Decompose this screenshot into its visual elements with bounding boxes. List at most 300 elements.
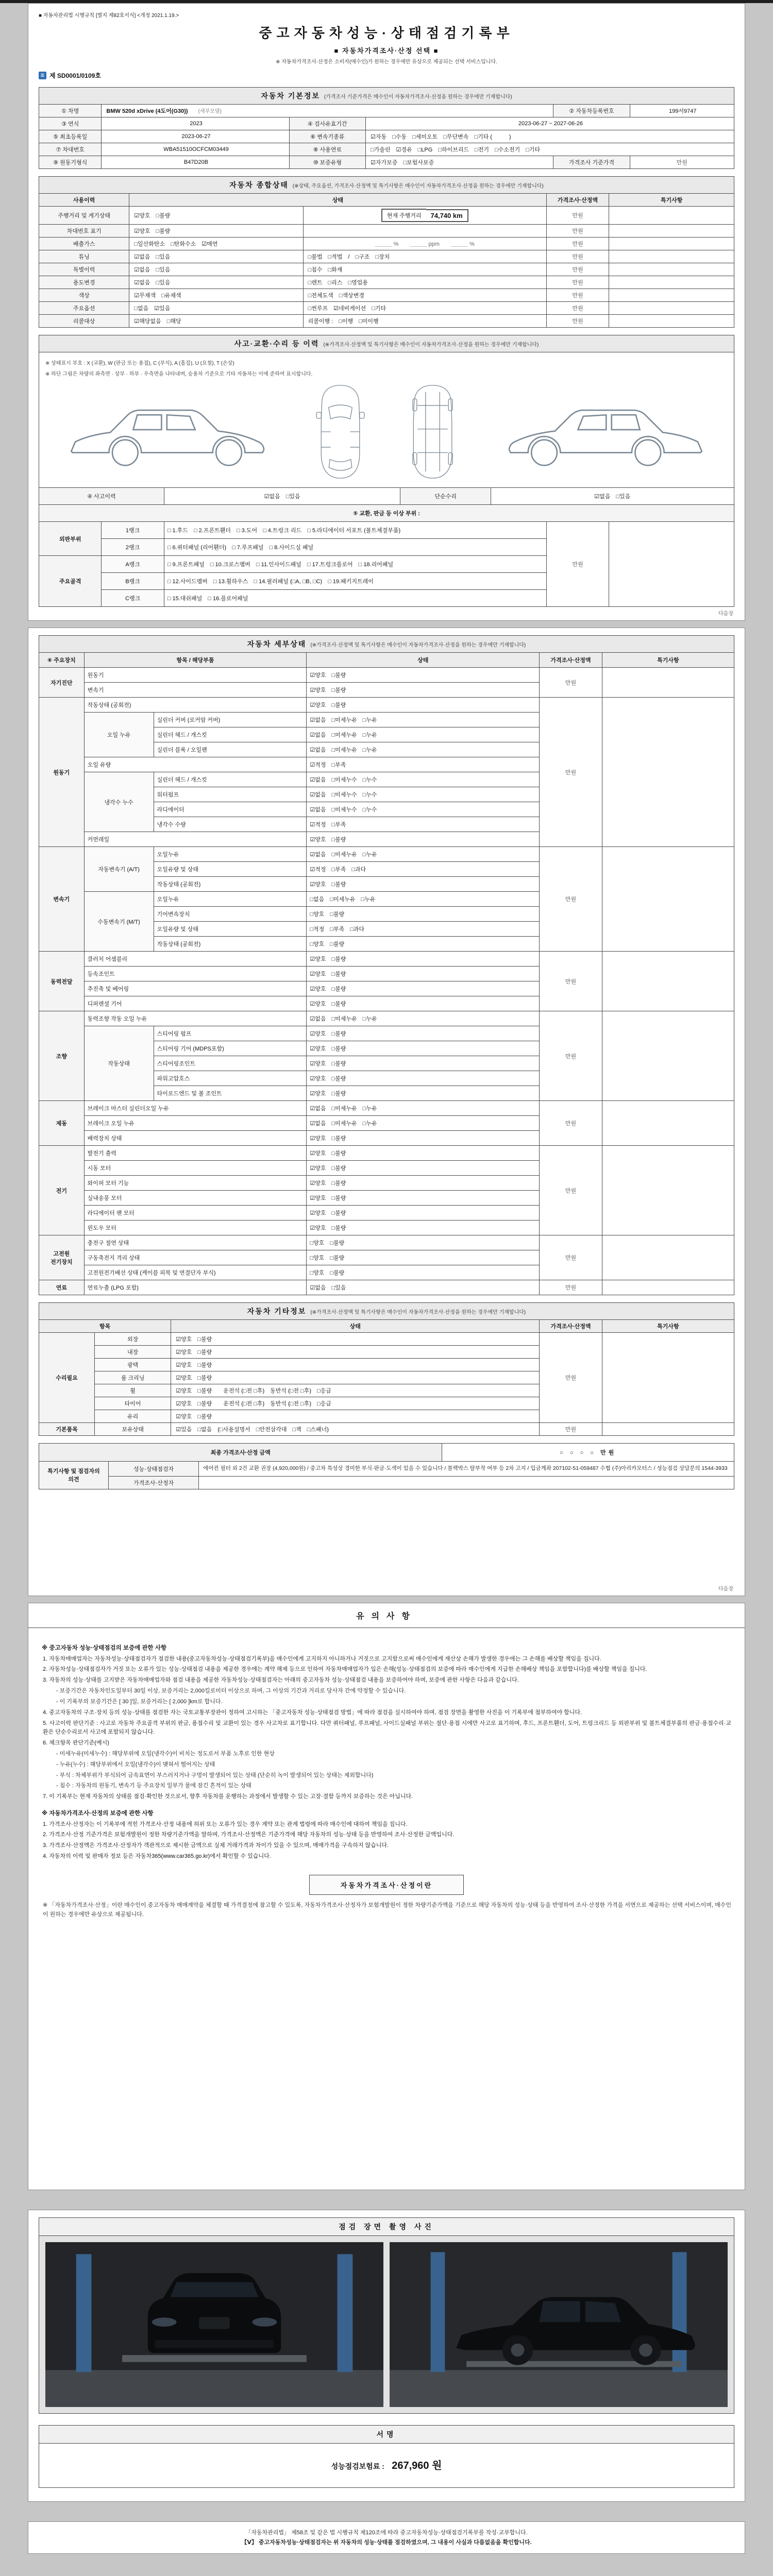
table-cell: 만원 [540,698,602,847]
table-cell: 가격조사·산정액 [540,653,602,668]
table-cell[interactable]: ☑적정 □부족 [307,757,540,772]
table-cell [609,238,734,250]
current-mileage [303,207,546,225]
submodel-label: (세부모델) [188,109,222,114]
table-cell: 특기사항 [609,194,734,207]
table-cell: 실린더 헤드 / 개스킷 [154,727,307,742]
usage-change-options[interactable]: ☑없음 □있음 [129,276,303,289]
color-options[interactable]: ☑무채색 □유채색 [129,289,303,302]
basic-info-table [39,104,734,169]
section-title-accident [39,335,734,352]
section-title-detail [39,635,734,653]
table-cell [609,250,734,263]
table-cell: 가격조사·산정액 [546,194,609,207]
table-cell: 고전원전기배선 상태 (케이블 피복 및 연결단자 부식) [84,1265,307,1280]
table-cell: 제동 [39,1101,85,1146]
section-note-overall: (※상태, 주요옵션, 가격조사·산정액 및 특기사항은 매수인이 자동차가격조사·산정을 원하는 경우에만 기재합니다) [292,183,544,189]
table-cell[interactable]: ☑양호 □불량 [307,1176,540,1191]
notice-line: - 부식 : 차체부위가 부식되어 금속표면이 부스러지거나 구멍이 발생되어 있는 상태 (단순히 녹이 발생되어 있는 상태는 제외합니다) [56,1772,374,1778]
table-cell[interactable]: ☑양호 □불량 [307,1161,540,1176]
table-cell: 오일유량 및 상태 [154,862,307,877]
table-cell: 오일유량 및 상태 [154,922,307,937]
field-label-fuel: ⑧ 사용연료 [289,143,365,156]
table-cell: 브레이크 마스터 실린더오일 누유 [84,1101,307,1116]
table-cell: 조향 [39,1011,85,1101]
definition-box-wrap [42,1875,731,1895]
simple-repair-label: 단순수리 [400,488,491,505]
table-cell: 변속기 [39,847,85,952]
table-cell [609,207,734,225]
table-cell[interactable]: ☑양호 □불량 [307,1146,540,1161]
vin: WBA51510OCFCM03449 [102,143,289,156]
table-cell: 만원 [546,289,609,302]
table-cell[interactable]: ☑양호 □불량 [307,1086,540,1101]
table-cell [602,668,734,698]
sheet-detail-condition [28,628,745,1596]
table-cell: 작동상태 (공회전) [154,937,307,952]
accident-history-label: ④ 사고이력 [39,488,164,505]
table-cell[interactable]: ☑양호 □불량 [307,832,540,847]
table-cell: 상태 [171,1320,540,1333]
fuel-options[interactable]: □가솔린 ☑경유 □LPG □하이브리드 □전기 □수소전기 □기타 [366,143,734,156]
table-cell: C랭크 [102,590,164,607]
document-number: 제 SD0001/0109호 [49,72,101,79]
table-row [39,1423,734,1436]
table-cell[interactable]: □양호 □불량 [307,1235,540,1250]
field-label-base-price: 가격조사 기준가격 [553,156,630,169]
table-cell[interactable]: ☑양호 □불량 [307,1206,540,1221]
table-cell: 타이어 [94,1397,171,1410]
notice-line: 2. 가격조사·산정 기준가격은 보험개발원이 정한 차량기준가액을 말하며, 가격조사·산정액은 기준가격에 해당 자동차의 성능·상태 등을 반영하여 조사·산정한 금액입니다. [43,1832,455,1838]
table-cell[interactable]: ☑양호 □불량 [307,1071,540,1086]
table-cell[interactable]: ☑없음 □미세누유 □누유 [307,742,540,757]
accident-history-options[interactable]: ☑없음 □있음 [164,488,400,505]
car-diagram-left-side [62,381,277,482]
price-survey-definition-text: ※ 「자동차가격조사·산정」이란 매수인이 중고자동차 매매계약을 체결할 때 가격결정에 참고할 수 있도록, 자동차가격조사·산정자가 보험개발원이 정한 차량기준가액을 기준으로 해당 자동차의 성능·상태 등을 반영하여 조사·산정한 가격을 서면으로 제공하는 선택 서비스이며, 매수인이 원하는 경우에만 유상으로 제공됩니다. [43,1902,731,1918]
table-cell: 만원 [546,522,609,607]
table-row [39,488,734,505]
table-cell: 기본품목 [39,1423,95,1436]
frame-rankA-options[interactable]: □ 9.프론트패널 □ 10.크로스멤버 □ 11.인사이드패널 □ 17.트렁크플로어 □ 18.리어패널 [164,556,546,573]
table-cell[interactable]: ☑없음 □미세누수 □누수 [307,772,540,787]
section-note-basic: (가격조사 기준가격은 매수인이 자동차가격조사·산정을 원하는 경우에만 기재합니다) [324,94,512,100]
table-cell: 룸 크리닝 [94,1371,171,1384]
table-cell: 오일 누유 [84,713,154,757]
table-cell[interactable]: ☑없음 □미세누유 □누유 [307,1011,540,1026]
notice-line: 1. 가격조사·산정자는 이 기록부에 적힌 가격조사·산정 내용에 허위 또는 오류가 있는 경우 계약 또는 관계 법령에 따라 매수인에 대하여 책임을 집니다. [43,1821,408,1827]
sheet-notices [28,1603,745,2190]
table-cell: 만원 [546,238,609,250]
table-cell[interactable]: ☑없음 □있음 [307,1280,540,1295]
table-cell[interactable]: ☑양호 □불량 [307,996,540,1011]
notice-line: 1. 자동차매매업자는 자동차성능·상태점검자가 점검한 내용(중고자동차성능·상태점검기록부)을 매수인에게 고지하지 아니하거나 거짓으로 고지함으로써 매수인에게 재산상 손해가 발생한 경우에는 그 손해를 배상할 책임을 집니다. [43,1655,601,1662]
table-cell: 실린더 블록 / 오일팬 [154,742,307,757]
table-cell[interactable]: ☑양호 □불량 [307,877,540,892]
notice-line: 7. 이 기록부는 현재 자동차의 상태를 점검·확인한 것으로서, 향후 자동차를 운행하는 과정에서 발생할 수 있는 고장·결함 등까지 보증하는 것은 아닙니다. [43,1793,413,1800]
notice-block-appraisal [42,1809,731,1861]
table-cell [609,522,734,607]
table-cell[interactable]: ☑양호 □불량 [307,1131,540,1146]
table-cell: 만원 [540,952,602,1011]
section-title-overall-text: 자동차 종합상태 [229,181,289,189]
table-row [39,263,734,276]
field-label-vin: ⑦ 차대번호 [39,143,102,156]
table-row [39,1280,734,1295]
notice-line: 2. 자동차성능·상태점검자가 거짓 또는 오류가 있는 성능·상태점검 내용을 제공한 경우에는 계약 해제 등으로 인하여 자동차매매업자가 입은 손해(성능·상태점검의 보증에 따라 매수인에게 지급한 손해배상 책임을 포함합니다)를 배상할 책임을 집니다. [43,1666,647,1673]
document-icon: ≣ [39,72,46,79]
table-row [39,1101,734,1116]
table-cell: 동력전달 [39,952,85,1011]
table-cell[interactable]: ☑양호 □불량 [307,981,540,996]
table-cell: 2랭크 [102,539,164,556]
table-cell: 커먼레일 [84,832,307,847]
table-cell: 만원 [540,1280,602,1295]
table-cell: 수동변속기 (M/T) [84,892,154,952]
table-row [39,289,734,302]
table-cell[interactable]: ☑없음 □미세누수 □누수 [307,787,540,802]
first-registration-date: 2023-06-27 [102,130,289,143]
table-cell[interactable]: ☑적정 □부족 □과다 [307,862,540,877]
table-row [39,238,734,250]
table-cell [602,1423,734,1436]
table-cell[interactable]: ☑없음 □미세누유 □누유 [307,713,540,727]
table-cell: 만원 [546,302,609,315]
table-row [39,522,734,539]
emission-values: ＿＿＿ % ＿＿＿ ppm ＿＿＿ % [303,238,546,250]
table-cell: 주행거리 및 계기상태 [39,207,129,225]
table-cell: 디퍼렌셜 기어 [84,996,307,1011]
table-row [39,668,734,683]
table-row [39,194,734,207]
inspection-period: 2023-06-27 ~ 2027-06-26 [366,117,734,130]
table-cell[interactable]: □양호 □불량 [307,937,540,952]
table-cell [602,1101,734,1146]
recall-done-options[interactable]: 리콜이행 : □이행 □미이행 [303,315,546,328]
table-row [39,1320,734,1333]
panel-rank2-options[interactable]: □ 6.쿼터패널 (리어휀더) □ 7.루프패널 □ 8.사이드실 패널 [164,539,546,556]
final-price-table [39,1443,734,1462]
table-row [39,1235,734,1250]
frame-rankC-options[interactable]: □ 15.대쉬패널 □ 16.플로어패널 [164,590,546,607]
table-cell: 보유상태 [94,1423,171,1436]
table-cell: 작동상태 (공회전) [84,698,307,713]
notices-body [28,1628,745,1934]
table-cell: 구동축전지 격리 상태 [84,1250,307,1265]
table-cell[interactable]: ☑양호 □불량 [307,1191,540,1206]
table-row [39,952,734,967]
table-cell: 용도변경 [39,276,129,289]
table-row [39,1444,734,1462]
main-options-presence[interactable]: □없음 ☑있음 [129,302,303,315]
room-cleaning-options[interactable]: ☑양호 □불량 [171,1371,540,1384]
table-cell [609,302,734,315]
table-cell: 윈도우 모터 [84,1221,307,1235]
table-cell: 스티어링 펌프 [154,1026,307,1041]
table-cell: B랭크 [102,573,164,590]
base-price-value: 만원 [630,156,734,169]
table-cell[interactable]: ☑양호 □불량 [307,683,540,698]
table-cell: 만원 [540,1011,602,1101]
glass-options[interactable]: ☑양호 □불량 [171,1410,540,1423]
emission-options[interactable]: □일산화탄소 □탄화수소 ☑매연 [129,238,303,250]
table-cell: 만원 [546,315,609,328]
table-cell: 만원 [540,668,602,698]
table-cell[interactable]: ☑없음 □미세누유 □누유 [307,1116,540,1131]
table-cell: 주요골격 [39,556,102,607]
notice-line: 6. 체크항목 판단기준(예시) [43,1740,109,1747]
table-cell [609,276,734,289]
section-note-detail: (※가격조사·산정액 및 특기사항은 매수인이 자동차가격조사·산정을 원하는 경우에만 기재합니다) [310,642,526,648]
table-cell: 만원 [546,263,609,276]
table-cell: 만원 [540,1146,602,1235]
table-cell: 오일누유 [154,892,307,907]
usage-change-detail-options[interactable]: □렌트 □리스 □영업용 [303,276,546,289]
table-cell: 냉각수 수량 [154,817,307,832]
table-cell: 항목 / 해당부품 [84,653,307,668]
table-cell: 변속기 [84,683,307,698]
special-history-detail-options[interactable]: □침수 □화재 [303,263,546,276]
interior-options[interactable]: ☑양호 □불량 [171,1346,540,1359]
inspection-photo-side [390,2242,728,2407]
table-cell: 원동기 [39,698,85,847]
exterior-options[interactable]: ☑양호 □불량 [171,1333,540,1346]
tuning-options[interactable]: ☑없음 □있음 [129,250,303,263]
odometer-status-options[interactable]: ☑양호 □불량 [129,207,303,225]
notice-line: - 이 기록부의 보증기간은 [ 30 ]일, 보증거리는 [ 2,000 ]km로 합니다. [56,1698,223,1705]
table-cell: 휠 [94,1384,171,1397]
table-cell [602,1333,734,1423]
tire-options[interactable]: ☑양호 □불량 운전석 (□전 □후) 동반석 (□전 □후) □응급 [171,1397,540,1410]
table-cell: 오일 유량 [84,757,307,772]
table-cell[interactable]: ☑없음 □미세누유 □누유 [307,847,540,862]
table-cell: 원동기 [84,668,307,683]
table-cell: 색상 [39,289,129,302]
table-cell: 시동 모터 [84,1161,307,1176]
subtitle-note: ※ 자동차가격조사·산정은 소비자(매수인)가 원하는 경우에만 유상으로 제공되는 선택 서비스입니다. [276,59,497,65]
table-cell: 주요옵션 [39,302,129,315]
table-cell[interactable]: □없음 □미세누유 □누유 [307,892,540,907]
table-cell: 라디에이터 [154,802,307,817]
table-cell [609,315,734,328]
table-row [39,207,734,225]
polish-options[interactable]: ☑양호 □불량 [171,1359,540,1371]
inspector-remarks: 에어컨 필터 외 2건 교환 권장 (4,920,000원) / 중고차 특성상 경미한 부식·판금·도색이 있을 수 있습니다 / 블랙박스 탈부착 여부 등 2차 고지 / 입금계좌 207102-51-059487 수협 (주)아리카모터스 / 성능점검 상담문의 1544-3933 [199,1462,734,1477]
document-number-row [39,71,734,80]
diagram-legend-1: ※ 상태표시 부호 : X (교환), W (판금 또는 용접), C (부식), A (흠집), U (요철), T (손상) [45,361,234,366]
table-cell: 실내송풍 모터 [84,1191,307,1206]
table-cell: 사용이력 [39,194,129,207]
plate-number: 199서9747 [630,105,734,117]
table-cell[interactable]: ☑없음 □미세누유 □누유 [307,727,540,742]
simple-repair-options[interactable]: ☑없음 □있음 [491,488,734,505]
table-row [39,143,734,156]
inspection-photo-box [39,2217,734,2414]
table-cell: 광택 [94,1359,171,1371]
table-row [39,1333,734,1346]
remarks-group-label: 특기사항 및 점검자의 의견 [39,1462,109,1489]
table-cell: 자동변속기 (A/T) [84,847,154,892]
table-cell[interactable]: ☑양호 □불량 [307,1056,540,1071]
table-cell[interactable]: □양호 □불량 [307,1265,540,1280]
table-cell: 전기 [39,1146,85,1235]
remarks-table [39,1461,734,1489]
next-page-label-2: 다음장 [718,1586,733,1592]
table-cell: 만원 [540,847,602,952]
table-cell [602,1235,734,1280]
section-title-basic-text: 자동차 기본정보 [261,92,320,100]
warranty-options[interactable]: ☑자가보증 □보험사보증 [366,156,553,169]
table-row [39,847,734,862]
notice-line: - 침수 : 자동차의 원동기, 변속기 등 주요장치 일부가 물에 잠긴 흔적이 있는 상태 [56,1783,251,1789]
vin-marking-options[interactable]: ☑양호 □불량 [129,225,303,238]
table-cell: 튜닝 [39,250,129,263]
footer-strip [28,2521,745,2554]
table-cell: 만원 [540,1333,602,1423]
exchange-repair-table [39,504,734,607]
tuning-detail-options[interactable]: □불법 □적법 / □구조 □장치 [303,250,546,263]
table-cell: 유리 [94,1410,171,1423]
table-row [39,225,734,238]
car-diagram-right-side [496,381,711,482]
table-cell[interactable]: ☑양호 □불량 [307,967,540,981]
color-detail-options[interactable]: □전체도색 □색상변경 [303,289,546,302]
recall-target-options[interactable]: ☑해당없음 □해당 [129,315,303,328]
accident-diagram-area [39,352,734,488]
panel-rank1-options[interactable]: □ 1.후드 □ 2.프론트휀더 □ 3.도어 □ 4.트렁크 리드 □ 5.라디에이터 서포트 (볼트체결부품) [164,522,546,539]
diagram-legend-2: ※ 하단 그림은 차량의 좌측면 · 상부 · 하부 · 우측면을 나타내며, 승용차 기준으로 기타 자동차는 이에 준하여 표시합니다. [45,371,313,377]
table-cell: 실린더 커버 (로커암 커버) [154,713,307,727]
table-cell: 내장 [94,1346,171,1359]
table-cell: 만원 [546,250,609,263]
table-cell: 항목 [39,1320,171,1333]
table-row [39,505,734,522]
final-price-value: ○ ○ ○ ○ 만원 [442,1444,734,1462]
table-cell: 충전구 절연 상태 [84,1235,307,1250]
table-cell[interactable]: ☑양호 □불량 [307,668,540,683]
notice-line: - 누유(누수) : 해당부위에서 오일(냉각수)이 맺혀서 떨어지는 상태 [56,1761,215,1768]
transmission-options[interactable]: ☑자동 □수동 □세미오토 □무단변속 □기타 ( ) [366,130,734,143]
field-label-inspection-period: ④ 검사유효기간 [289,117,365,130]
table-cell: 연료누출 (LPG 포함) [84,1280,307,1295]
table-cell: 와이퍼 모터 기능 [84,1176,307,1191]
table-cell: 배력장치 상태 [84,1131,307,1146]
table-row [39,1011,734,1026]
notice-line: 5. 사고이력 판단기준 : 사고로 자동차 주요골격 부위의 판금, 용접수리 및 교환이 있는 경우 사고차로 표기합니다. 다만 쿼터패널, 루프패널, 사이드실패널 부위는 절단·용접 시에만 사고로 표기하며, 후드, 프론트휀더, 도어, 트렁크리드 등 외판부위 및 볼트체결부품의 판금·용접수리·교환은 단순수리로서 사고에 포함되지 않습니다. [43,1720,731,1736]
table-cell[interactable]: □적정 □부족 □과다 [307,922,540,937]
notice-line: 3. 자동차의 성능·상태를 고지받은 자동차매매업자와 점검 내용을 제공한 자동차성능·상태점검자는 아래의 중고자동차 성능·상태점검 내용을 보증하여야 하며, 보증에 관한 사항은 다음과 같습니다. [43,1677,519,1684]
table-cell[interactable]: ☑양호 □불량 [307,1041,540,1056]
field-label-vehicle-name: ① 차명 [39,105,102,117]
signature-body [39,2444,734,2487]
table-cell[interactable]: □양호 □불량 [307,907,540,922]
photo-section-title: 점검 장면 촬영 사진 [39,2218,734,2236]
frame-rankB-options[interactable]: □ 12.사이드멤버 □ 13.휠하우스 □ 14.필러패널 (□A, □B, □C) □ 19.패키지트레이 [164,573,546,590]
wheel-options[interactable]: ☑양호 □불량 운전석 (□전 □후) 동반석 (□전 □후) □응급 [171,1384,540,1397]
section-title-basic [39,87,734,105]
table-cell: 배출가스 [39,238,129,250]
table-cell [602,1146,734,1235]
overall-condition-table [39,193,734,328]
notices-title: 유의사항 [28,1603,745,1628]
table-cell: 자기진단 [39,668,85,698]
appraiser-remarks [199,1476,734,1489]
table-cell: 만원 [546,225,609,238]
table-cell: 오일누유 [154,847,307,862]
table-cell: 파워고압호스 [154,1071,307,1086]
table-cell: 만원 [546,276,609,289]
table-row [39,250,734,263]
table-cell: 라디에이터 팬 모터 [84,1206,307,1221]
field-label-plate: ② 자동차등록번호 [553,105,630,117]
table-cell: 만원 [540,1235,602,1280]
notice-line: 3. 가격조사·산정액은 가격조사·산정자가 객관적으로 제시한 금액으로 실제 거래가격과 차이가 있을 수 있으며, 매매가격을 구속하지 않습니다. [43,1842,389,1849]
table-row [39,276,734,289]
notice-line: 4. 중고자동차의 구조·장치 등의 성능·상태를 점검한 자는 국토교통부장관이 정하여 고시하는 「중고자동차 성능·상태점검 방법」에 따라 점검을 실시하여야 하며, 점검 장면을 촬영한 사진을 이 기록부에 첨부하여야 합니다. [43,1709,582,1716]
table-cell: 외장 [94,1333,171,1346]
table-cell: 추진축 및 베어링 [84,981,307,996]
table-cell[interactable]: ☑적정 □부족 [307,817,540,832]
table-cell: 작동상태 (공회전) [154,877,307,892]
table-cell[interactable]: □양호 □불량 [307,1250,540,1265]
table-row [39,1476,734,1489]
table-cell: 작동상태 [84,1026,154,1101]
table-cell[interactable]: ☑없음 □미세누수 □누수 [307,802,540,817]
section-title-etc-text: 자동차 기타정보 [247,1307,307,1315]
field-label-transmission: ⑥ 변속기종류 [289,130,365,143]
etc-info-table [39,1319,734,1436]
exchange-section-label: ⑤ 교환, 판금 등 이상 부위 : [39,505,734,522]
accident-history-table [39,487,734,505]
table-cell[interactable]: ☑양호 □불량 [307,952,540,967]
table-cell: 만원 [546,207,609,225]
table-cell: 특별이력 [39,263,129,276]
table-cell [609,225,734,238]
inspection-photo-front [45,2242,383,2407]
table-cell [303,225,546,238]
form-reference: ■ 자동차관리법 시행규칙 [별지 제82호서식] <개정 2021.1.19.> [39,13,179,19]
special-history-options[interactable]: ☑없음 □있음 [129,263,303,276]
table-cell: 상태 [307,653,540,668]
footer-line-1: 「자동차관리법」 제58조 및 같은 법 시행규칙 제120조에 따라 중고자동차성능·상태점검기록부를 작성·교부합니다. [245,2530,528,2536]
signature-title: 서명 [39,2426,734,2444]
table-cell: ⑥ 주요장치 [39,653,85,668]
table-cell: 브레이크 오일 누유 [84,1116,307,1131]
table-row [39,653,734,668]
engine-type: B47D20B [102,156,289,169]
section-note-accident: (※가격조사·산정액 및 특기사항은 매수인이 자동차가격조사·산정을 원하는 경우에만 기재합니다) [323,342,539,348]
table-cell[interactable]: ☑양호 □불량 [307,1221,540,1235]
photo-row [39,2236,734,2413]
notice-line: - 미세누유(미세누수) : 해당부위에 오일(냉각수)이 비치는 정도로서 부품 노후로 인한 현상 [56,1750,275,1757]
table-cell: 스티어링 기어 (MDPS포함) [154,1041,307,1056]
table-cell[interactable]: ☑양호 □불량 [307,1026,540,1041]
notice-block-inspection [42,1643,731,1802]
table-cell[interactable]: ☑양호 □불량 [307,698,540,713]
table-cell: 냉각수 누수 [84,772,154,832]
basic-items-options[interactable]: ☑있음 □없음 (□사용설명서 □안전삼각대 □잭 □스패너) [171,1423,540,1436]
field-label-model-year: ③ 연식 [39,117,102,130]
table-row [39,302,734,315]
table-cell [609,263,734,276]
car-diagram-row [44,381,729,482]
table-cell: 타이로드엔드 및 볼 조인트 [154,1086,307,1101]
main-options-detail[interactable]: □썬루프 ☑네비게이션 □기타 [303,302,546,315]
section-note-etc: (※가격조사·산정액 및 특기사항은 매수인이 자동차가격조사·산정을 원하는 경우에만 기재합니다) [310,1310,526,1315]
table-row [39,105,734,117]
table-cell [602,847,734,952]
table-cell[interactable]: ☑없음 □미세누유 □누유 [307,1101,540,1116]
table-cell: 만원 [540,1101,602,1146]
